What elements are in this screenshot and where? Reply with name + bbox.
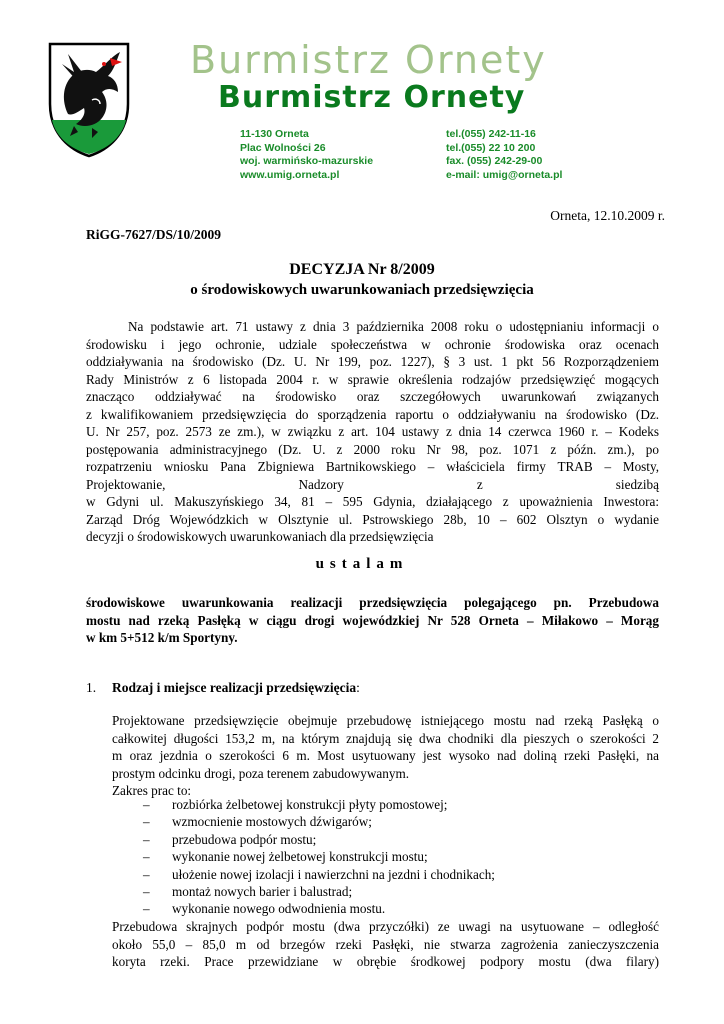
text-line: z kwalifikowaniem przedsięwzięcia do sporządzenia raportu o oddziaływaniu na środowisko (Dz. [86, 406, 659, 422]
works-list [143, 796, 495, 918]
text-line: Zarząd Dróg Wojewódzkich w Olsztynie ul. Pstrowskiego 28b, 10 – 602 Olsztyn o wydanie [86, 511, 659, 527]
list-item: – montaż nowych barier i balustrad; [143, 884, 353, 900]
text-line: w Gdyni ul. Makuszyńskiego 34, 81 – 595 Gdynia, działającego z upoważnienia Inwestora: [86, 494, 659, 509]
list-item: – przebudowa podpór mostu; [143, 831, 317, 847]
section-title: Rodzaj i miejsce realizacji przedsięwzięcia [112, 680, 357, 695]
text-line: rozpatrzeniu wniosku Pana Zbigniewa Bartnikowskiego – właściciela firmy TRAB – Mosty, [86, 459, 659, 474]
text-line: środowiskowe uwarunkowania realizacji przedsięwzięcia polegającego pn. Przebudowa [86, 595, 659, 610]
text-line: koryta rzeki. Prace przewidziane w obrębie środkowej podpory mostu (dwa filary) [112, 954, 659, 969]
list-item: – wykonanie nowego odwodnienia mostu. [143, 901, 386, 917]
works-label: Zakres prac to: [112, 783, 192, 798]
text-line: Projektowanie, Nadzory z siedzibą [86, 476, 659, 492]
text-line: U. Nr 257, poz. 2573 ze zm.), w związku z art. 104 ustawy z dnia 14 czerwca 1960 r. – Kodeks [86, 424, 659, 439]
description-paragraph [112, 712, 659, 800]
text-line: środowisku i jego ochronie, udziale społeczeństwa w ochronie środowiska oraz ocenach [86, 336, 659, 352]
coat-of-arms-logo [48, 42, 130, 158]
ustalam-heading: ustalam [315, 556, 409, 572]
address-line: 11-130 Orneta [240, 128, 309, 140]
dash-bullet: – [143, 797, 150, 812]
phone-line: tel.(055) 242-11-16 [446, 128, 536, 140]
text-line: Rady Ministrów z 6 listopada 2004 r. w sprawie określenia rodzajów przedsięwzięć mogących [86, 371, 659, 387]
contact-address-block [240, 128, 373, 182]
dash-bullet: – [143, 849, 150, 865]
address-line: woj. warmińsko-mazurskie [240, 155, 374, 167]
address-line: Plac Wolności 26 [240, 141, 326, 154]
list-item: – wzmocnienie mostowych dźwigarów; [143, 814, 372, 830]
document-date: Orneta, 12.10.2009 r. [550, 208, 665, 223]
dash-bullet: – [143, 831, 150, 847]
list-item: – ułożenie nowej izolacji i nawierzchni na jezdni i chodnikach; [143, 866, 495, 882]
text-line: całkowitej długości 153,2 m, na którym znajdują się dwa chodniki dla pieszych o szerokości 2 [112, 730, 659, 746]
section-heading [86, 680, 360, 696]
intro-paragraph [86, 318, 659, 546]
list-item: – rozbiórka żelbetowej konstrukcji płyty pomostowej; [143, 797, 448, 812]
text-line: decyzji o środowiskowych uwarunkowaniach dla przedsięwzięcia [86, 529, 434, 544]
list-item: – wykonanie nowej żelbetowej konstrukcji mostu; [143, 849, 428, 865]
header-title-shadow: Burmistrz Ornety [190, 38, 547, 82]
decision-title: DECYZJA Nr 8/2009 [289, 261, 435, 278]
text-line: m oraz jezdnia o szerokości 6 m. Most usytuowany jest wysoko nad doliną rzeki Pasłęki, na [112, 748, 659, 763]
text-line: postępowania administracyjnego (Dz. U. z 2000 roku Nr 98, poz. 1071 z późn. zm.), po [86, 441, 659, 457]
section-number: 1. [86, 680, 97, 695]
text-line: w km 5+512 k/m Sportyny. [86, 630, 238, 645]
text-line: znacząco oddziaływać na środowisko oraz szczegółowych uwarunkowań związanych [86, 389, 659, 404]
contact-phone-block [446, 128, 562, 182]
dash-bullet: – [143, 866, 150, 882]
phone-line: tel.(055) 22 10 200 [446, 141, 536, 154]
section-colon: : [356, 680, 360, 695]
text-line: około 55,0 – 85,0 m od brzegów rzeki Pasłęki, nie stwarza zagrożenia zanieczyszczenia [112, 936, 659, 952]
decision-subtitle: o środowiskowych uwarunkowaniach przedsięwzięcia [190, 282, 534, 298]
text-line: Projektowane przedsięwzięcie obejmuje przebudowę istniejącego mostu nad rzeką Pasłęką o [112, 713, 659, 728]
text-line: mostu nad rzeką Pasłęką w ciągu drogi wojewódzkiej Nr 528 Orneta – Miłakowo – Morąg [86, 612, 659, 628]
final-paragraph [112, 918, 659, 971]
dash-bullet: – [143, 884, 150, 900]
dash-bullet: – [143, 814, 150, 830]
dash-bullet: – [143, 901, 150, 917]
website-link[interactable]: www.umig.orneta.pl [240, 168, 340, 181]
text-line: prostym odcinku drogi, poza terenem zabudowywanym. [112, 765, 410, 781]
text-line: Na podstawie art. 71 ustawy z dnia 3 października 2008 roku o udostępnianiu informacji o [128, 319, 659, 334]
text-line: oddziaływania na środowisko (Dz. U. Nr 199, poz. 1227), § 3 ust. 1 pkt 56 Rozporządzeniem [86, 354, 659, 369]
text-line: Przebudowa skrajnych podpór mostu (dwa przyczółki) ze uwagi na usytuowane – odległość [112, 919, 659, 934]
header-title: Burmistrz Ornety [218, 80, 526, 115]
document-reference: RiGG-7627/DS/10/2009 [86, 227, 222, 242]
scope-paragraph [86, 594, 659, 647]
fax-line: fax. (055) 242-29-00 [446, 155, 543, 167]
email-link[interactable]: e-mail: umig@orneta.pl [446, 168, 563, 181]
